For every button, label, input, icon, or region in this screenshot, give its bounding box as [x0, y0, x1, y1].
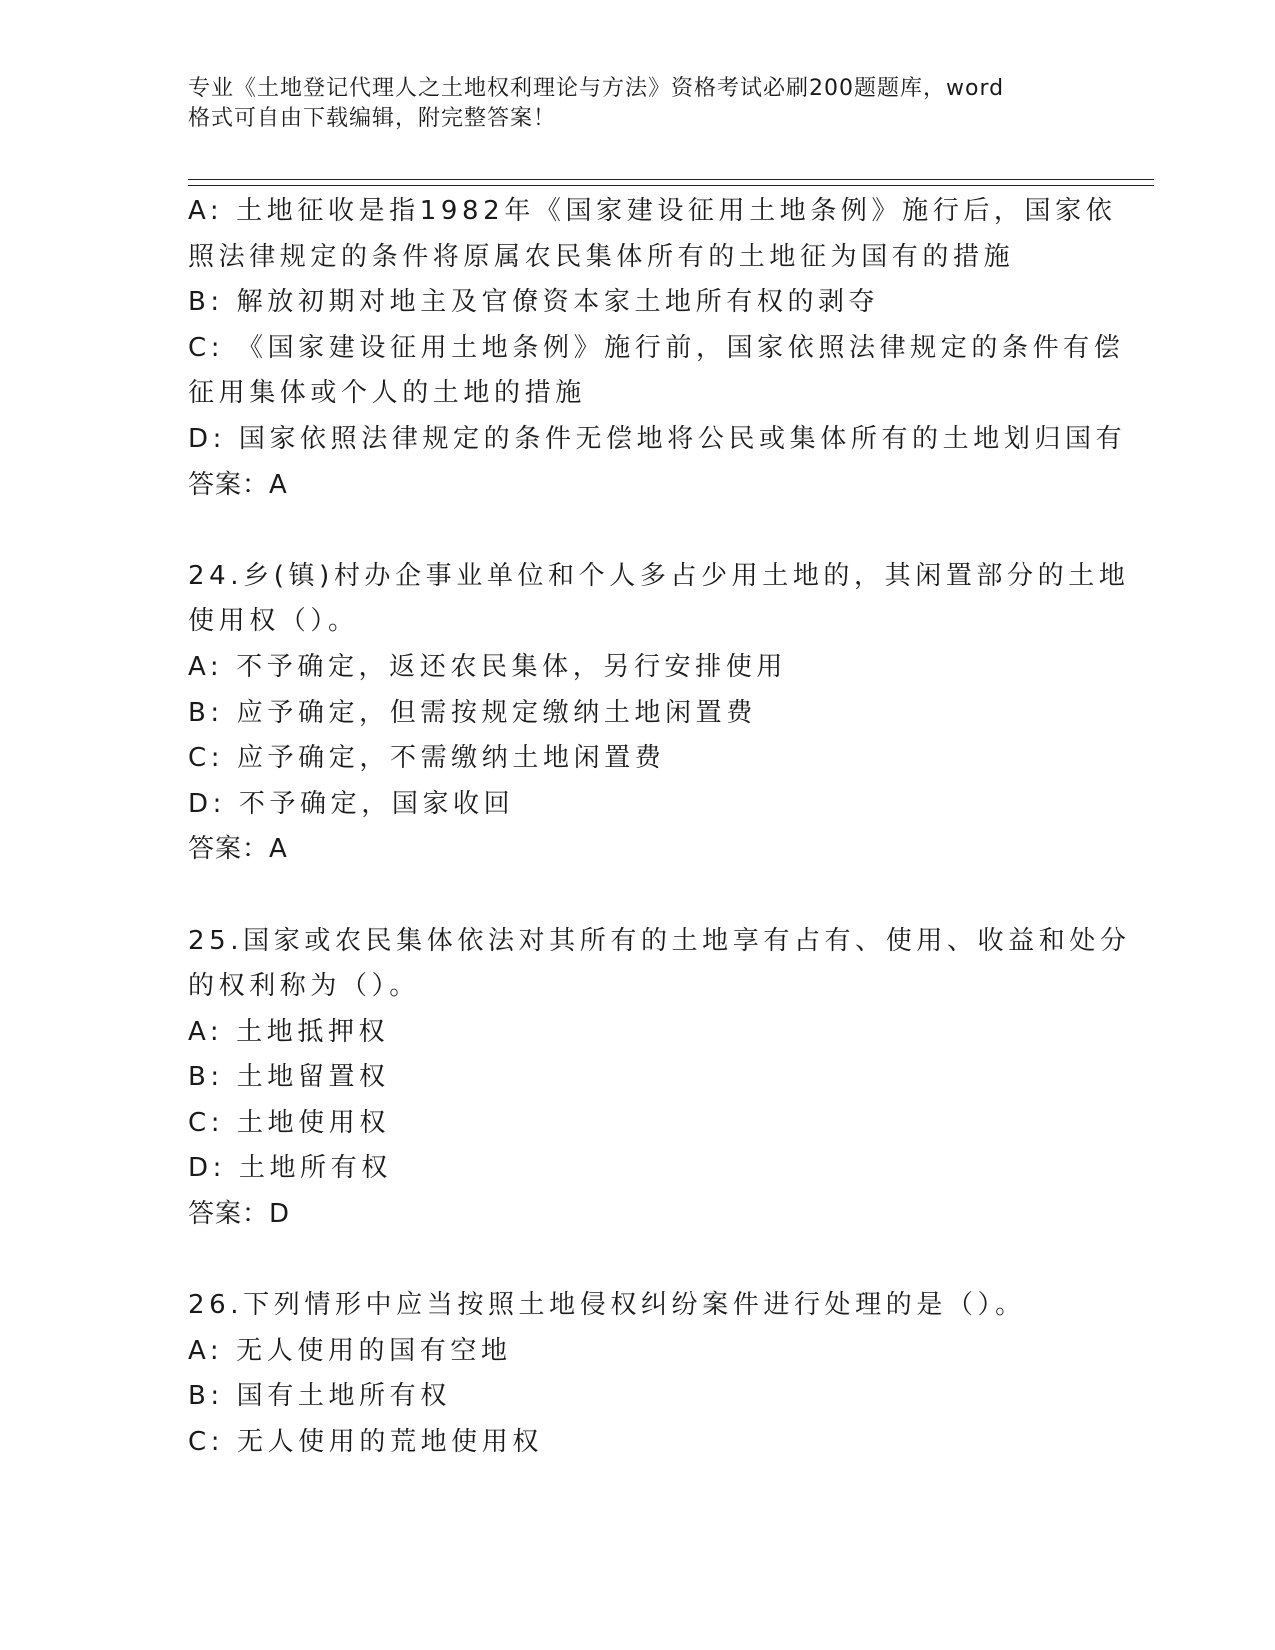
option-a-line-1: A: 土地征收是指1982年《国家建设征用土地条例》施行后，国家依 — [188, 196, 1117, 226]
question-26 — [188, 1283, 1088, 1465]
document-header — [188, 74, 1088, 134]
answer-text: 答案：A — [188, 834, 288, 865]
question-list — [188, 189, 1131, 1466]
question-stem-line-1: 25.国家或农民集体依法对其所有的土地享有占有、使用、收益和处分 — [188, 925, 1131, 956]
option-c-line-1: C: 《国家建设征用土地条例》施行前，国家依照法律规定的条件有偿 — [188, 332, 1125, 363]
header-rule-bottom — [188, 185, 1154, 186]
option-b: B: 国有土地所有权 — [188, 1381, 451, 1412]
option-d: D: 国家依照法律规定的条件无偿地将公民或集体所有的土地划归国有 — [188, 423, 1127, 454]
option-c: C: 无人使用的荒地使用权 — [188, 1427, 543, 1458]
question-23 — [188, 189, 1127, 508]
header-line-2: 格式可自由下载编辑，附完整答案！ — [188, 106, 557, 131]
answer-text: 答案：D — [188, 1199, 291, 1230]
question-stem-line-2: 的权利称为（）。 — [188, 971, 420, 1002]
answer-text: 答案：A — [188, 469, 288, 500]
option-d: D: 土地所有权 — [188, 1153, 392, 1184]
question-24 — [188, 554, 1130, 873]
option-a: A: 无人使用的国有空地 — [188, 1335, 512, 1366]
option-d: D: 不予确定，国家收回 — [188, 788, 515, 819]
question-stem-line-2: 使用权（）。 — [188, 606, 359, 637]
header-line-1: 专业《土地登记代理人之土地权利理论与方法》资格考试必刷200题题库，word — [188, 76, 1005, 101]
spacer — [188, 1238, 1088, 1284]
spacer — [188, 873, 1088, 919]
option-b: B: 应予确定，但需按规定缴纳土地闲置费 — [188, 697, 757, 728]
question-25 — [188, 919, 1131, 1238]
option-b: B: 土地留置权 — [188, 1062, 390, 1093]
header-rule-top — [188, 179, 1154, 180]
option-b: B: 解放初期对地主及官僚资本家土地所有权的剥夺 — [188, 287, 880, 318]
option-a: A: 不予确定，返还农民集体，另行安排使用 — [188, 651, 787, 682]
option-c-line-2: 征用集体或个人的土地的措施 — [188, 378, 586, 409]
option-c: C: 土地使用权 — [188, 1107, 390, 1138]
option-a-line-2: 照法律规定的条件将原属农民集体所有的土地征为国有的措施 — [188, 241, 1015, 272]
option-c: C: 应予确定，不需缴纳土地闲置费 — [188, 743, 666, 774]
question-stem-line-1: 24.乡(镇)村办企事业单位和个人多占少用土地的，其闲置部分的土地 — [188, 560, 1130, 591]
option-a: A: 土地抵押权 — [188, 1016, 390, 1047]
spacer — [188, 508, 1088, 554]
question-stem-line-1: 26.下列情形中应当按照土地侵权纠纷案件进行处理的是（）。 — [188, 1290, 1026, 1321]
